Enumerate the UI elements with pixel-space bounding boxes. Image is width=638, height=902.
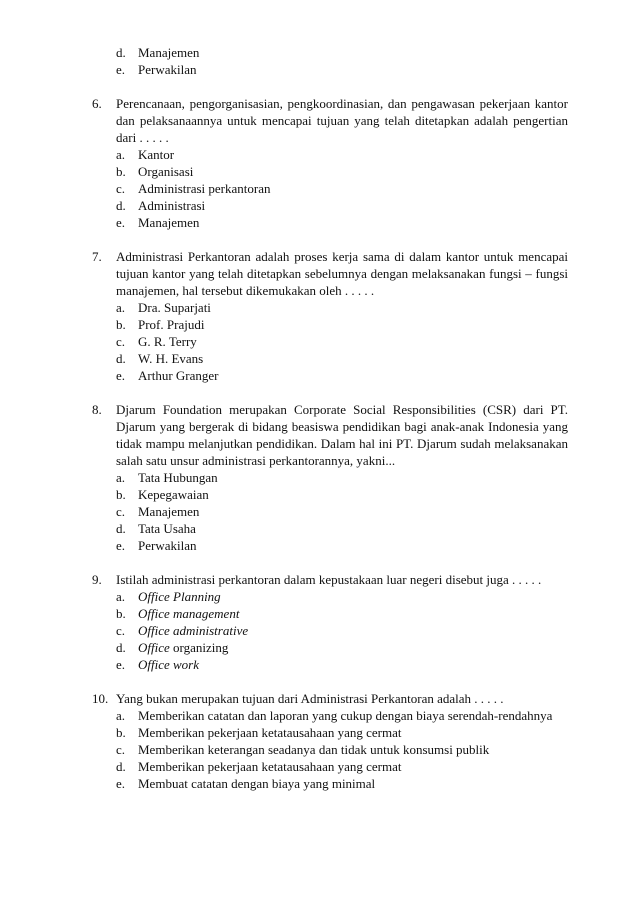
question-7 — [92, 248, 568, 384]
option-text: Perwakilan — [138, 62, 197, 77]
option-item — [92, 707, 568, 724]
option-text: Membuat catatan dengan biaya yang minimal — [138, 776, 376, 791]
option-letter: d. — [116, 521, 126, 536]
option-text: Arthur Granger — [138, 368, 219, 383]
option-item — [92, 605, 568, 622]
option-item — [92, 486, 568, 503]
option-item — [92, 316, 568, 333]
option-item — [92, 333, 568, 350]
option-text: Administrasi — [138, 198, 206, 213]
question-6 — [92, 95, 568, 231]
question-text: Administrasi Perkantoran adalah proses kerja sama di dalam kantor untuk mencapai tujuan kantor yang telah ditetapkan sebelumnya dengan melaksanakan fungsi – fungsi manajemen, hal tersebut dikemukakan oleh . . . . . — [116, 249, 568, 298]
question-8 — [92, 401, 568, 554]
option-letter: e. — [116, 538, 126, 553]
option-list — [92, 44, 568, 78]
option-item — [92, 520, 568, 537]
option-text: Prof. Prajudi — [138, 317, 205, 332]
option-letter: c. — [116, 742, 126, 757]
option-letter: b. — [116, 317, 126, 332]
option-text: G. R. Terry — [138, 334, 197, 349]
option-text: Manajemen — [138, 504, 200, 519]
option-letter: a. — [116, 708, 126, 723]
option-text: Manajemen — [138, 215, 200, 230]
option-text: Perwakilan — [138, 538, 197, 553]
option-item — [92, 622, 568, 639]
option-text-rest: organizing — [169, 640, 229, 655]
option-item — [92, 214, 568, 231]
option-item — [92, 197, 568, 214]
option-text: Memberikan keterangan seadanya dan tidak untuk konsumsi publik — [138, 742, 490, 757]
option-text: Manajemen — [138, 45, 200, 60]
option-letter: a. — [116, 589, 126, 604]
option-letter: b. — [116, 725, 126, 740]
option-letter: a. — [116, 300, 126, 315]
option-text: Memberikan catatan dan laporan yang cukup dengan biaya serendah-rendahnya — [138, 708, 553, 723]
question-number: 7. — [92, 249, 102, 264]
option-item — [92, 367, 568, 384]
option-text: W. H. Evans — [138, 351, 204, 366]
option-text: Organisasi — [138, 164, 194, 179]
option-item — [92, 724, 568, 741]
option-item — [92, 350, 568, 367]
option-text: Kantor — [138, 147, 175, 162]
option-item — [92, 588, 568, 605]
option-letter: a. — [116, 147, 126, 162]
option-letter: e. — [116, 657, 126, 672]
option-letter: a. — [116, 470, 126, 485]
option-text-italic: Office work — [138, 657, 200, 672]
question-text: Yang bukan merupakan tujuan dari Administrasi Perkantoran adalah . . . . . — [116, 691, 504, 706]
option-letter: b. — [116, 164, 126, 179]
option-text: Tata Usaha — [138, 521, 196, 536]
option-text: Dra. Suparjati — [138, 300, 211, 315]
option-item — [92, 758, 568, 775]
question-number: 6. — [92, 96, 102, 111]
option-text: Memberikan pekerjaan ketatausahaan yang cermat — [138, 725, 402, 740]
option-text: Kepegawaian — [138, 487, 209, 502]
option-item — [92, 299, 568, 316]
option-text-italic: Office administrative — [138, 623, 249, 638]
option-letter: b. — [116, 606, 126, 621]
option-letter: c. — [116, 181, 126, 196]
option-text: Tata Hubungan — [138, 470, 218, 485]
option-letter: e. — [116, 62, 126, 77]
option-item — [92, 180, 568, 197]
question-10 — [92, 690, 568, 792]
option-text: Administrasi perkantoran — [138, 181, 271, 196]
option-item — [92, 639, 568, 656]
option-letter: d. — [116, 198, 126, 213]
option-text-italic: Office management — [138, 606, 240, 621]
question-number: 9. — [92, 572, 102, 587]
option-letter: c. — [116, 623, 126, 638]
option-item — [92, 775, 568, 792]
option-item — [92, 146, 568, 163]
question-text: Perencanaan, pengorganisasian, pengkoordinasian, dan pengawasan pekerjaan kantor dan pelaksanaannya untuk mencapai tujuan yang telah ditetapkan adalah pengertian dari . . . . . — [116, 96, 568, 145]
option-item — [92, 44, 568, 61]
question-text: Istilah administrasi perkantoran dalam kepustakaan luar negeri disebut juga . . . . . — [116, 572, 542, 587]
option-letter: c. — [116, 334, 126, 349]
option-item — [92, 656, 568, 673]
option-letter: c. — [116, 504, 126, 519]
option-text-italic: Office Planning — [138, 589, 221, 604]
option-item — [92, 163, 568, 180]
question-number: 10. — [92, 691, 109, 706]
option-text-italic: Office — [138, 640, 170, 655]
option-item — [92, 537, 568, 554]
option-item — [92, 503, 568, 520]
option-item — [92, 741, 568, 758]
option-text: Memberikan pekerjaan ketatausahaan yang cermat — [138, 759, 402, 774]
option-letter: b. — [116, 487, 126, 502]
option-letter: d. — [116, 640, 126, 655]
option-item — [92, 61, 568, 78]
option-letter: e. — [116, 215, 126, 230]
question-text: Djarum Foundation merupakan Corporate Social Responsibilities (CSR) dari PT. Djarum yang bergerak di bidang beasiswa pendidikan bagi anak-anak Indonesia yang tidak mampu melanjutkan pendidikan. Dalam hal ini PT. Djarum sudah melaksanakan salah satu unsur administrasi perkantorannya, yakni... — [116, 402, 568, 468]
option-item — [92, 469, 568, 486]
option-letter: e. — [116, 368, 126, 383]
option-letter: d. — [116, 759, 126, 774]
question-number: 8. — [92, 402, 102, 417]
question-9 — [92, 571, 568, 673]
option-letter: e. — [116, 776, 126, 791]
option-letter: d. — [116, 351, 126, 366]
option-letter: d. — [116, 45, 126, 60]
